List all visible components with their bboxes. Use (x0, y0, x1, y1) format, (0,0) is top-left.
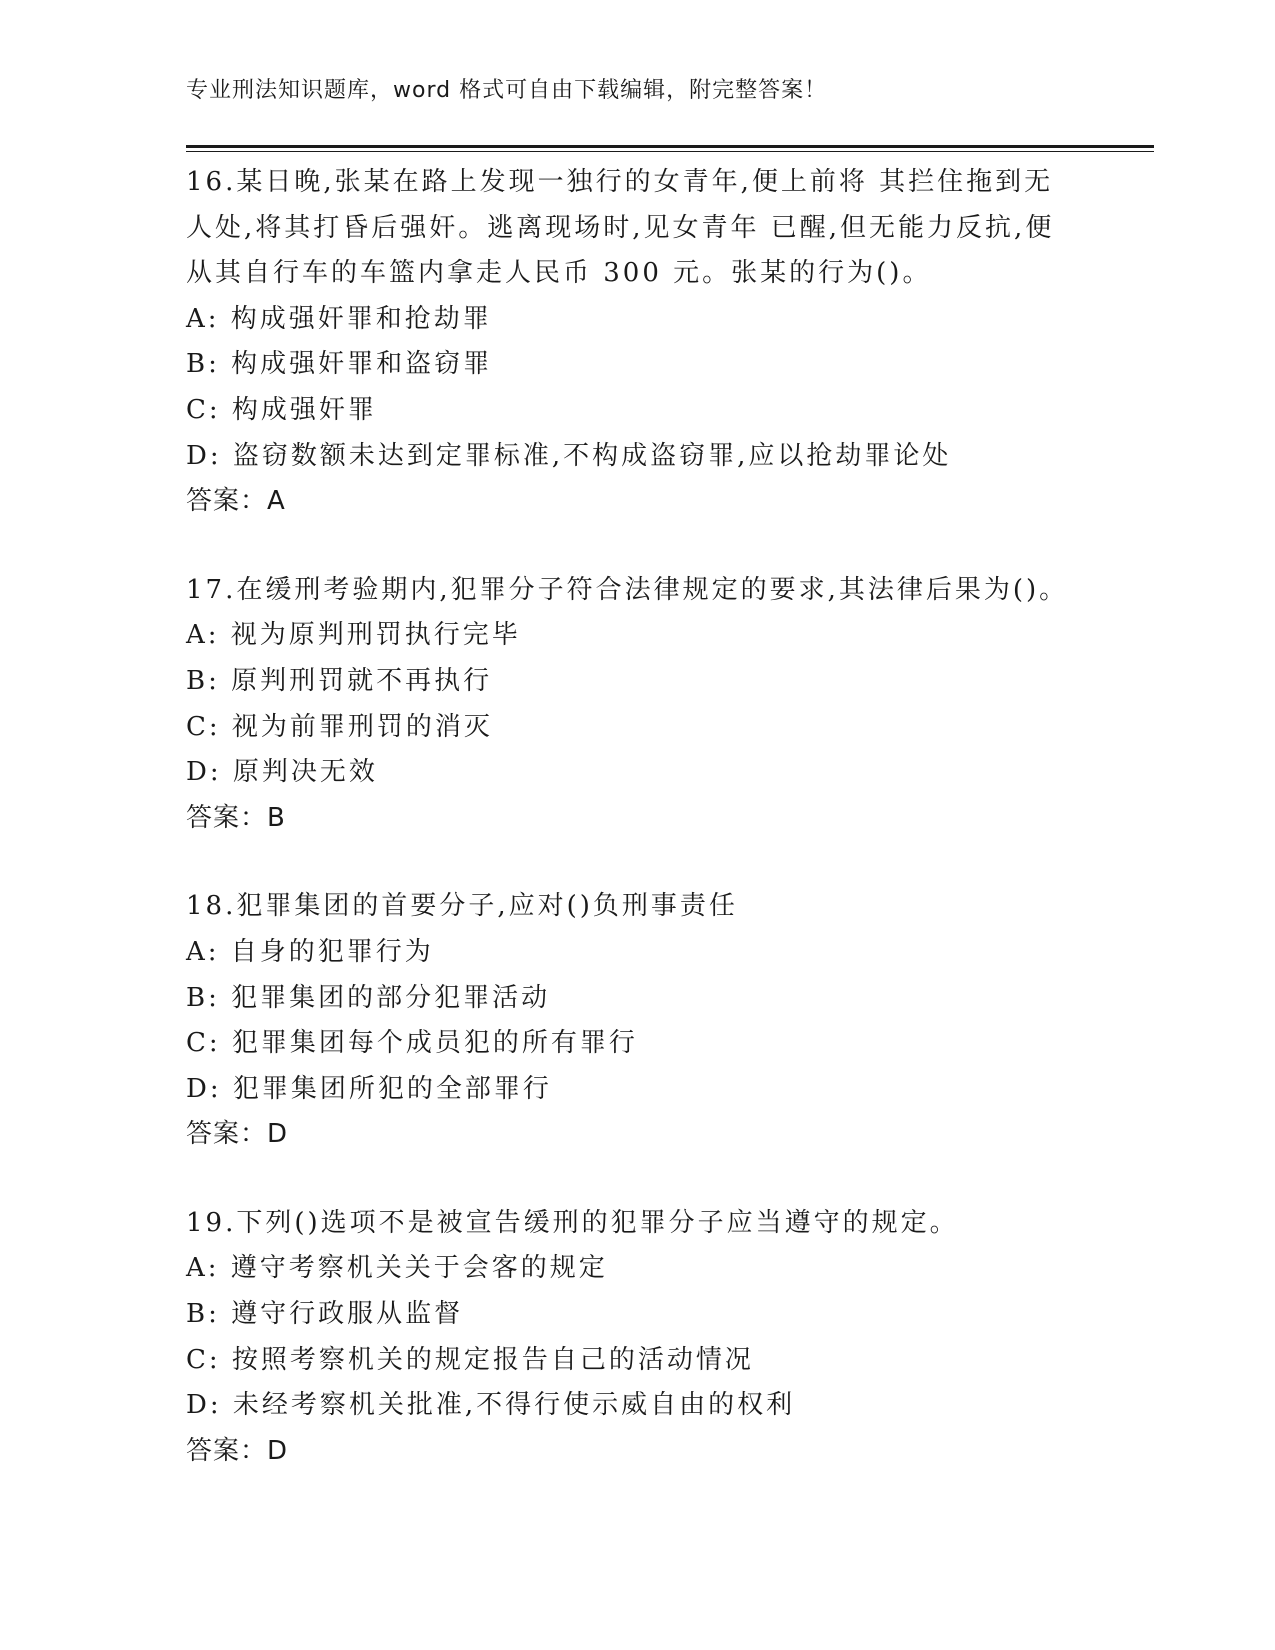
question-stem-line: 17.在缓刑考验期内,犯罪分子符合法律规定的要求,其法律后果为()。 (186, 574, 1069, 605)
header-rule-thick (186, 145, 1154, 148)
question-stem-line: 18.犯罪集团的首要分子,应对()负刑事责任 (186, 891, 738, 922)
question-stem-line: 19.下列()选项不是被宣告缓刑的犯罪分子应当遵守的规定。 (186, 1207, 959, 1238)
answer-line: 答案：B (186, 802, 286, 833)
question-stem-line: 16.某日晚,张某在路上发现一独行的女青年,便上前将 其拦住拖到无 (186, 167, 1054, 197)
question-18 (186, 884, 1086, 1158)
option-a: A: 自身的犯罪行为 (186, 936, 434, 967)
question-list (186, 160, 1086, 1517)
option-c: C: 犯罪集团每个成员犯的所有罪行 (186, 1028, 638, 1059)
option-b: B: 原判刑罚就不再执行 (186, 665, 493, 696)
question-stem-line: 人处,将其打昏后强奸。逃离现场时,见女青年 已醒,但无能力反抗,便 (186, 212, 1055, 243)
option-c: C: 按照考察机关的规定报告自己的活动情况 (186, 1344, 754, 1375)
option-a: A: 遵守考察机关关于会客的规定 (186, 1253, 608, 1284)
question-17 (186, 568, 1086, 842)
option-d: D: 犯罪集团所犯的全部罪行 (186, 1073, 552, 1104)
question-19 (186, 1201, 1086, 1475)
option-a: A: 构成强奸罪和抢劫罪 (186, 303, 492, 334)
answer-line: 答案：D (186, 1119, 289, 1150)
page-header: 专业刑法知识题库，word 格式可自由下载编辑，附完整答案！ (186, 78, 828, 103)
option-c: C: 视为前罪刑罚的消灭 (186, 711, 493, 742)
header-rule-thin (186, 151, 1154, 152)
answer-line: 答案：D (186, 1435, 289, 1466)
option-b: B: 构成强奸罪和盗窃罪 (186, 349, 493, 380)
option-d: D: 未经考察机关批准,不得行使示威自由的权利 (186, 1390, 796, 1421)
option-d: D: 原判决无效 (186, 757, 378, 788)
option-b: B: 犯罪集团的部分犯罪活动 (186, 982, 551, 1013)
question-stem-line: 从其自行车的车篮内拿走人民币 300 元。张某的行为()。 (186, 258, 932, 289)
answer-line: 答案：A (186, 486, 286, 517)
option-c: C: 构成强奸罪 (186, 394, 377, 425)
option-b: B: 遵守行政服从监督 (186, 1299, 464, 1330)
option-d: D: 盗窃数额未达到定罪标准,不构成盗窃罪,应以抢劫罪论处 (186, 440, 952, 471)
question-16 (186, 160, 1086, 525)
option-a: A: 视为原判刑罚执行完毕 (186, 620, 521, 651)
